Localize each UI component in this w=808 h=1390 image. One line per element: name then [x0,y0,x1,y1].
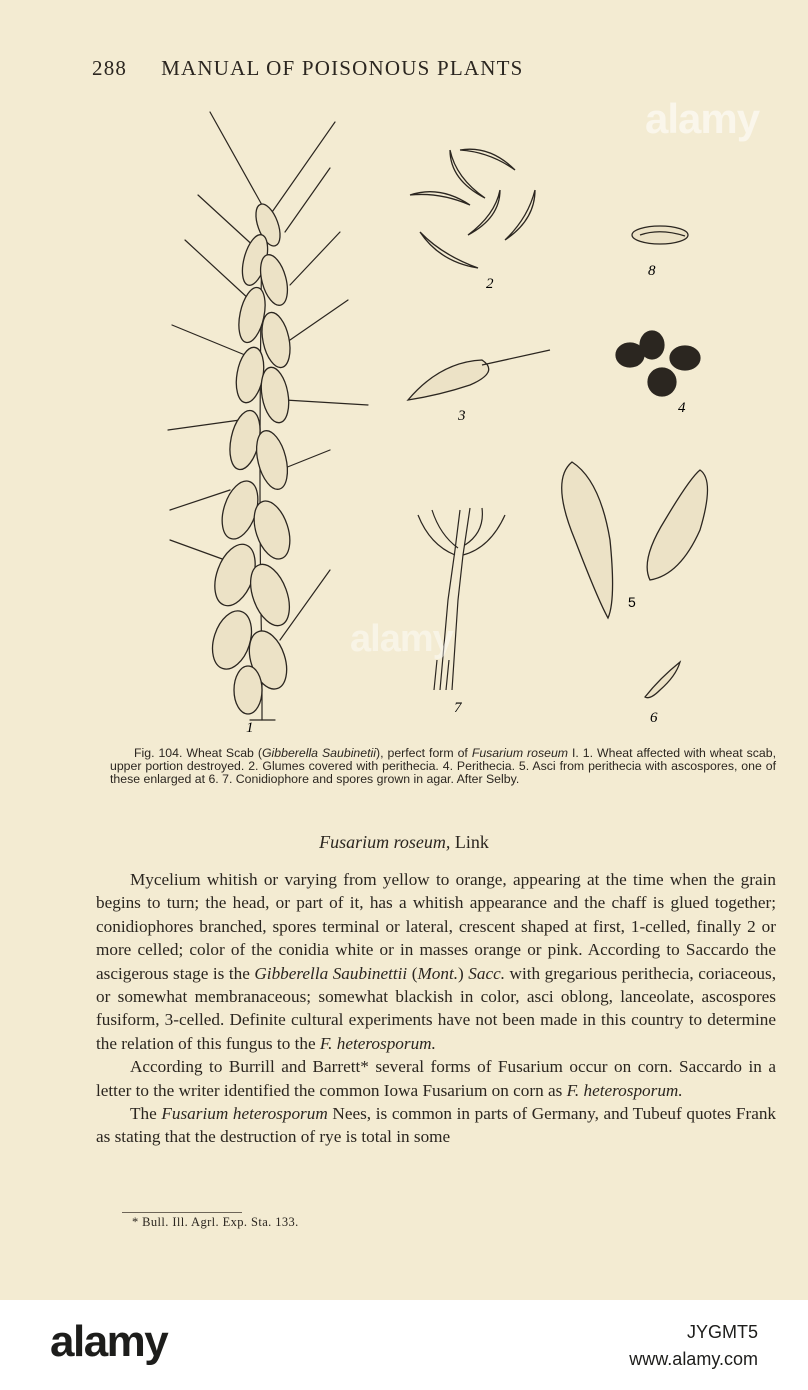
fig2-crescent-spores [410,149,535,268]
awn [290,300,348,340]
awn [198,195,258,250]
fig7-conidiophore [418,508,505,690]
caption-text: Wheat Scab ( [182,746,262,760]
alamy-logo: alamy [50,1317,168,1366]
fig-label-7: 7 [454,700,462,716]
fig-label-3: 3 [458,408,466,424]
awn [172,325,245,355]
site-url: www.alamy.com [629,1349,758,1369]
fig4-perithecia [616,331,700,396]
fig-label-2: 2 [486,276,494,292]
awn [170,490,230,510]
fig8-spore [632,226,688,244]
awn [290,232,340,285]
awn [170,540,225,560]
section-title-author: Link [450,832,489,852]
running-head-title: MANUAL OF POISONOUS PLANTS [161,56,524,80]
fig-label-8: 8 [648,263,656,279]
page-number: 288 [92,56,128,80]
caption-species: Gibberella Saubinetii [261,746,376,760]
fig-label-6: 6 [650,710,658,726]
awn [185,240,250,300]
footnote: * Bull. Ill. Agrl. Exp. Sta. 133. [132,1215,299,1229]
body-text [96,868,776,1149]
spikelets [206,201,297,714]
paragraph: Mycelium whitish or varying from yellow to orange, appearing at the time when the grain begins to turn; the head, or part of it, has a whitish appearance and the chaff is glued together; conidiophores branched, spores terminal or lateral, crescent shaped at first, 1-celled, finally 2 or more celled; color of the conidia white or in masses orange or pink. According to Saccardo the ascigerous stage is the Gibberella Saubinettii (Mont.) Sacc. with gregarious perithecia, coriaceous, or somewhat membranaceous; somewhat blackish in color, asci oblong, lanceolate, ascospores fusiform, 3-celled. Definite cultural experiments have not been made in this country to determine the relation of this fungus to the F. heterosporum. [96,870,776,1053]
awn [210,112,262,205]
awn [168,420,240,430]
caption-species: Fusarium roseum [471,746,569,760]
footnote-rule [122,1212,242,1213]
fig-label-1: 1 [246,720,254,736]
caption-text: ), perfect form of [376,746,472,760]
figure-caption [110,747,776,786]
paragraph: The Fusarium heterosporum Nees, is common in parts of Germany, and Tubeuf quotes Frank as stating that the destruction of rye is total in some [96,1104,777,1147]
alamy-watermark: alamy [645,95,760,142]
image-id: JYGMT5 [686,1322,758,1342]
alamy-watermark-center: alamy [350,618,453,660]
caption-text: I. 1. Wheat affected with wheat scab, upper portion destroyed. 2. Glumes covered with perithecia. 4. Perithecia. 5. Asci from perithecia with ascospores, one of these enlarged at 6. 7. Conidiophore and spores grown in agar. After Selby. [110,746,777,786]
paragraph: According to Burrill and Barrett* several forms of Fusarium occur on corn. Saccardo in a letter to the writer identified the common Iowa Fusarium on corn as F. heterosporum. [96,1057,776,1100]
awn [285,400,368,405]
fig-label-5: 5 [628,594,636,610]
fig3-glume [408,350,550,400]
caption-lead: Fig. 104. [134,746,183,760]
section-title-species: Fusarium roseum, [319,832,451,852]
awn [270,122,335,215]
awn [285,168,330,232]
fig-label-4: 4 [678,400,686,416]
section-title [0,832,808,853]
fig6-ascospore [645,662,680,698]
